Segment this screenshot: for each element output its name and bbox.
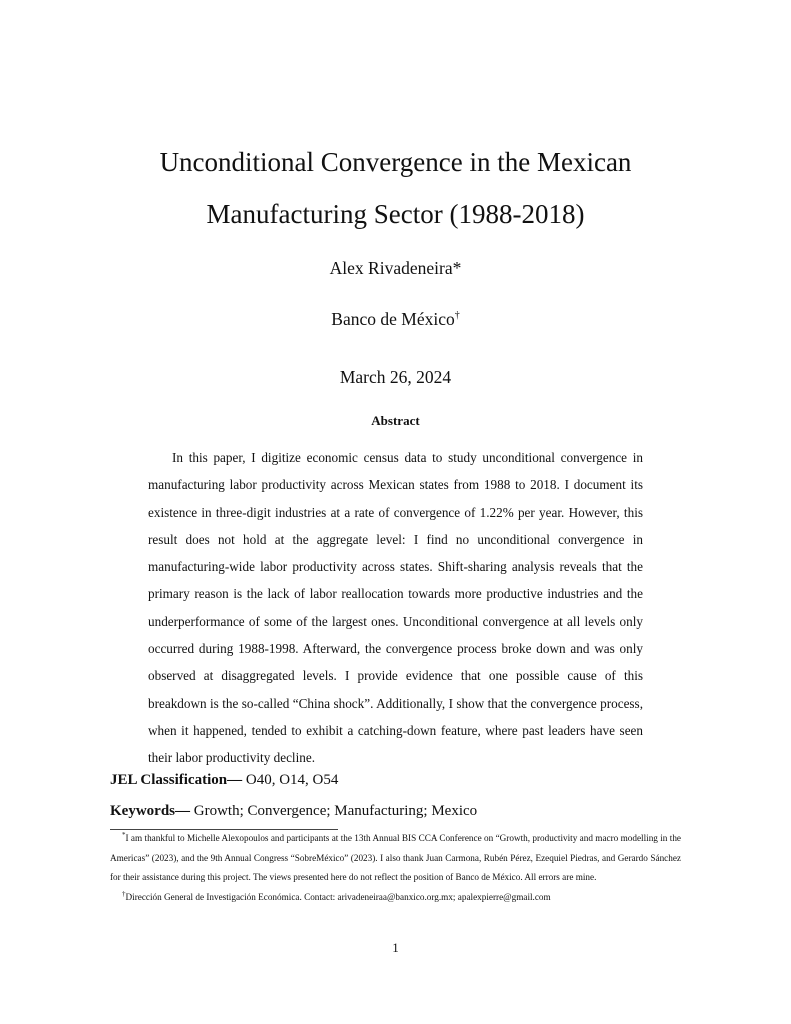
author-footnote-mark[interactable]: *: [452, 258, 462, 278]
affiliation: [0, 309, 791, 330]
keywords: [110, 803, 477, 820]
author: [0, 258, 791, 279]
footnote-2-text: Dirección General de Investigación Económica. Contact: arivadeneiraa@banxico.org.mx; apalexpierre@gmail.com: [125, 891, 551, 902]
affiliation-footnote-mark[interactable]: †: [454, 310, 460, 322]
footnote-2: [110, 888, 681, 908]
page-number: 1: [392, 940, 399, 955]
footnote-2-mark: †: [122, 889, 126, 898]
abstract-text: In this paper, I digitize economic census data to study unconditional convergence in manufacturing labor productivity across Mexican states from 1988 to 2018. I document its existence in three-digit industries at a rate of convergence of 1.22% per year. However, this result does not hold at the aggregate level: I find no unconditional convergence in manufacturing-wide labor productivity across states. Shift-sharing analysis reveals that the primary reason is the lack of labor reallocation towards more productive industries and the underperformance of some of the largest ones. Unconditional convergence at all levels only occurred during 1988-1998. Afterward, the convergence process broke down and was only observed at disaggregated levels. I provide evidence that one possible cause of this breakdown is the so-called “China shock”. Additionally, I show that the convergence process, when it happened, tended to exhibit a catching-down feature, where past leaders have seen their labor productivity decline.: [148, 450, 643, 766]
title-line-2: Manufacturing Sector (1988-2018): [206, 199, 585, 229]
affiliation-name: Banco de México: [331, 309, 455, 329]
keywords-label: Keywords—: [110, 803, 190, 819]
footnote-1-text: I am thankful to Michelle Alexopoulos and participants at the 13th Annual BIS CCA Conference on “Growth, productivity and macro modelling in the Americas” (2023), and the 9th Annual Congress “SobreMéxico” (2023). I also thank Juan Carmona, Rubén Pérez, Ezequiel Piedras, and Gerardo Sánchez for their assistance during this project. The views presented here do not reflect the position of Banco de México. All errors are mine.: [110, 833, 681, 883]
title-line-1: Unconditional Convergence in the Mexican: [159, 147, 632, 177]
paper-title: [0, 136, 791, 240]
keywords-list: Growth; Convergence; Manufacturing; Mexico: [193, 803, 478, 819]
jel-classification: [110, 772, 338, 789]
author-name: Alex Rivadeneira: [329, 258, 453, 278]
date: March 26, 2024: [339, 367, 452, 387]
jel-label: JEL Classification—: [110, 772, 243, 788]
footnote-1: [110, 829, 681, 888]
jel-codes: O40, O14, O54: [245, 772, 339, 788]
footnote-1-mark: *: [122, 830, 126, 839]
abstract-heading: Abstract: [371, 413, 420, 428]
footnotes: [110, 829, 681, 907]
